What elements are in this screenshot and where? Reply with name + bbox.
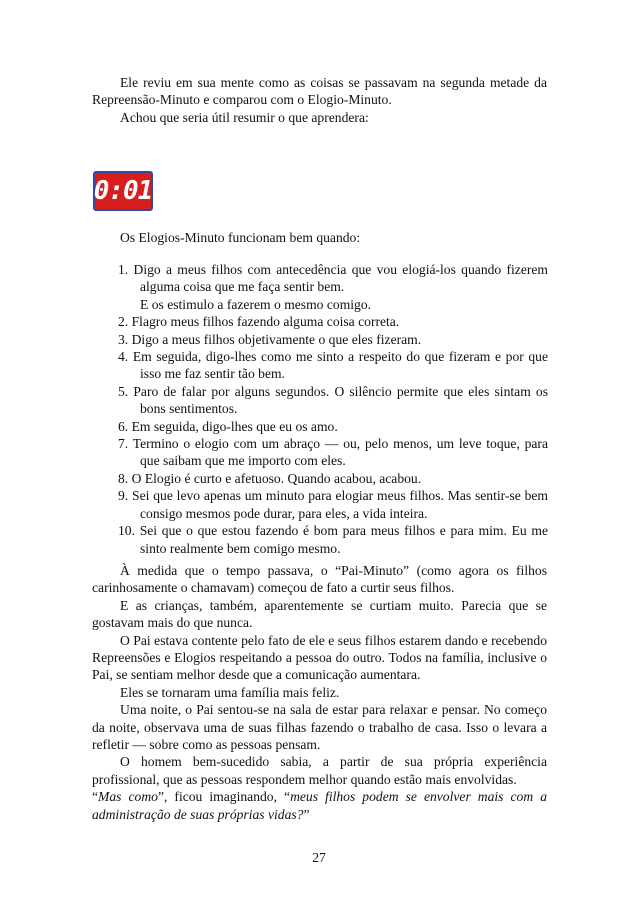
- story-paragraph: Eles se tornaram uma família mais feliz.: [120, 684, 340, 700]
- story-paragraph: O Pai estava contente pelo fato de ele e seus filhos estarem dando e recebendo Repreensões e Elogios respeitando a pessoa do outro. Todos na família, inclusive o Pai, se sentiam melhor desde que a comunicação aumentara.: [92, 632, 547, 683]
- story-paragraph: Uma noite, o Pai sentou-se na sala de estar para relaxar e pensar. No começo da noite, observava uma de suas filhas fazendo o trabalho de casa. Isso o levara a refletir — sobre como as pessoas pensam.: [92, 702, 547, 753]
- list-item: 6. Em seguida, digo-lhes que eu os amo.: [118, 418, 338, 434]
- intro-text: [92, 74, 547, 126]
- story-paragraph: E as crianças, também, aparentemente se curtiam muito. Parecia que se gostavam mais do que nunca.: [92, 597, 547, 631]
- story-paragraph: À medida que o tempo passava, o “Pai-Minuto” (como agora os filhos carinhosamente o chamavam) começou de fato a curtir seus filhos.: [92, 563, 547, 596]
- intro-paragraph-1: Ele reviu em sua mente como as coisas se passavam na segunda metade da Repreensão-Minuto e comparou com o Elogio-Minuto.: [92, 75, 547, 108]
- praise-list: [118, 261, 548, 557]
- list-item: 5. Paro de falar por alguns segundos. O silêncio permite que eles sintam os bons sentimentos.: [118, 383, 548, 417]
- intro-paragraph-2: Achou que seria útil resumir o que aprendera:: [120, 109, 369, 125]
- story-text: [92, 562, 547, 823]
- list-item: 9. Sei que levo apenas um minuto para elogiar meus filhos. Mas sentir-se bem consigo mesmos pode durar, para eles, a vida inteira.: [118, 488, 548, 521]
- list-item: 7. Termino o elogio com um abraço — ou, pelo menos, um leve toque, para que saibam que me importo com eles.: [118, 436, 548, 469]
- digital-timer-icon: [93, 171, 153, 211]
- list-item: 4. Em seguida, digo-lhes como me sinto a respeito do que fizeram e por que isso me faz sentir tão bem.: [118, 349, 549, 382]
- list-item: 10. Sei que o que estou fazendo é bom para meus filhos e para mim. Eu me sinto realmente bem comigo mesmo.: [118, 523, 548, 556]
- list-item: 8. O Elogio é curto e afetuoso. Quando acabou, acabou.: [118, 470, 422, 486]
- closing-quote: “Mas como”, ficou imaginando, “meus filhos podem se envolver mais com a administração de suas próprias vidas?”: [92, 789, 547, 822]
- timer-digits: 0:01: [93, 176, 153, 206]
- list-item-extra: E os estimulo a fazerem o mesmo comigo.: [140, 296, 372, 312]
- list-item: 2. Flagro meus filhos fazendo alguma coisa correta.: [118, 314, 400, 330]
- list-item: 1. Digo a meus filhos com antecedência que vou elogiá-los quando fizerem alguma coisa que me faça sentir bem. E os estimulo a fazerem o mesmo comigo.: [118, 262, 548, 312]
- page-number: 27: [312, 850, 326, 865]
- list-title: Os Elogios-Minuto funcionam bem quando:: [120, 230, 361, 245]
- list-item: 3. Digo a meus filhos objetivamente o que eles fizeram.: [118, 331, 422, 347]
- story-paragraph: O homem bem-sucedido sabia, a partir de sua própria experiência profissional, que as pessoas respondem melhor quando estão mais envolvidas.: [92, 754, 547, 787]
